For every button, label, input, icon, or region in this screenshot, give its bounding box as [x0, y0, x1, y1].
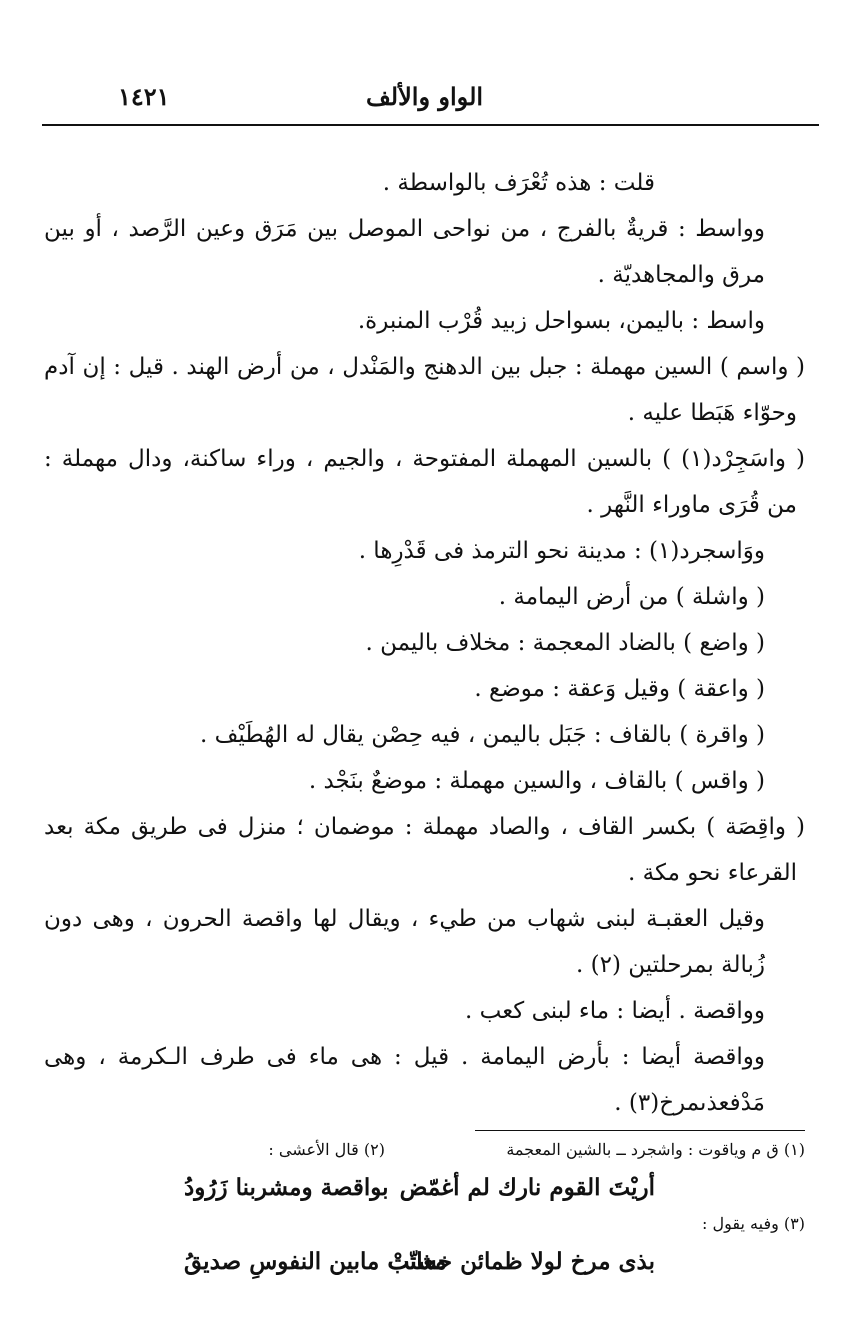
footnote-row	[44, 1140, 805, 1168]
verse-line	[44, 1242, 805, 1288]
paragraph: وواسط : قريةٌ بالفرج ، من نواحى الموصل بين مَرَق وعين الرَّصد ، أو بين مرق والمجاهديّة .	[44, 216, 765, 288]
paragraph: ( واسم ) السين مهملة : جبل بين الدهنج والمَنْدل ، من أرض الهند . قيل : إن آدم وحوّاء هَبَطا عليه .	[44, 354, 805, 426]
paragraph: ( واقس ) بالقاف ، والسين مهملة : موضعٌ بنَجْد .	[308, 768, 765, 794]
paragraph: قلت : هذه تُعْرَف بالواسطة .	[382, 170, 655, 196]
running-title: الواو والألف	[365, 82, 484, 111]
header-rule	[42, 124, 819, 126]
paragraph: ( واقرة ) بالقاف : جَبَل باليمن ، فيه حِصْن يقال له الهُطَيْف .	[200, 722, 765, 748]
verse-hemistich-right: بذى مرخ لولا ظمائن خشنّتْ	[387, 1248, 655, 1275]
paragraph: ( واقِصَة ) بكسر القاف ، والصاد مهملة : موضمان ؛ منزل فى طريق مكة بعد القرعاء نحو مكة .	[44, 814, 805, 886]
paragraph: وواقصة . أيضا : ماء لبنى كعب .	[465, 998, 765, 1024]
verse-hemistich-left: بواقصة ومشربنا زَرُودُ	[184, 1174, 389, 1201]
footnote-2: (٢) قال الأعشى :	[268, 1140, 385, 1159]
paragraph: ( واسَجِرْد(١) ) بالسين المهملة المفتوحة ، والجيم ، وراء ساكنة، ودال مهملة : من قُرَى ماوراء النَّهر .	[44, 446, 805, 518]
verse-hemistich-right: أريْتَ القوم نارك لم أغمّض	[399, 1174, 655, 1201]
paragraph: ( واشلة ) من أرض اليمامة .	[498, 584, 765, 610]
footnote-3: (٣) وفيه يقول :	[702, 1214, 805, 1233]
page-number: ١٤٢١	[118, 82, 170, 111]
footnotes	[44, 1140, 805, 1288]
paragraph: ( واضع ) بالضاد المعجمة : مخلاف باليمن .	[365, 630, 765, 656]
paragraph: ووَاسجرد(١) : مدينة نحو الترمذ فى قَدْرِها .	[358, 538, 765, 564]
footnote-row	[44, 1214, 805, 1242]
paragraph: ( واعقة ) وقيل وَعقة : موضع .	[474, 676, 765, 702]
paragraph: واسط : باليمن، بسواحل زبيد قُرْب المنبرة.	[357, 308, 765, 334]
verse-hemistich-left: معاتب مابين النفوسِ صديقُ	[184, 1248, 447, 1275]
main-text	[44, 160, 805, 1126]
footnote-1: (١) ق م وياقوت : واشجرد ــ بالشين المعجمة	[506, 1140, 805, 1159]
paragraph: وواقصة أيضا : بأرض اليمامة . قيل : هى ماء فى طرف الـكرمة ، وهى مَدْفعذىمرخ(٣) .	[44, 1044, 765, 1116]
page-header	[40, 82, 809, 122]
paragraph: وقيل العقبـة لبنى شهاب من طيء ، ويقال لها واقصة الحرون ، وهى دون زُبالة بمرحلتين (٢) .	[44, 906, 765, 978]
verse-line	[44, 1168, 805, 1214]
footnote-rule	[475, 1130, 805, 1131]
